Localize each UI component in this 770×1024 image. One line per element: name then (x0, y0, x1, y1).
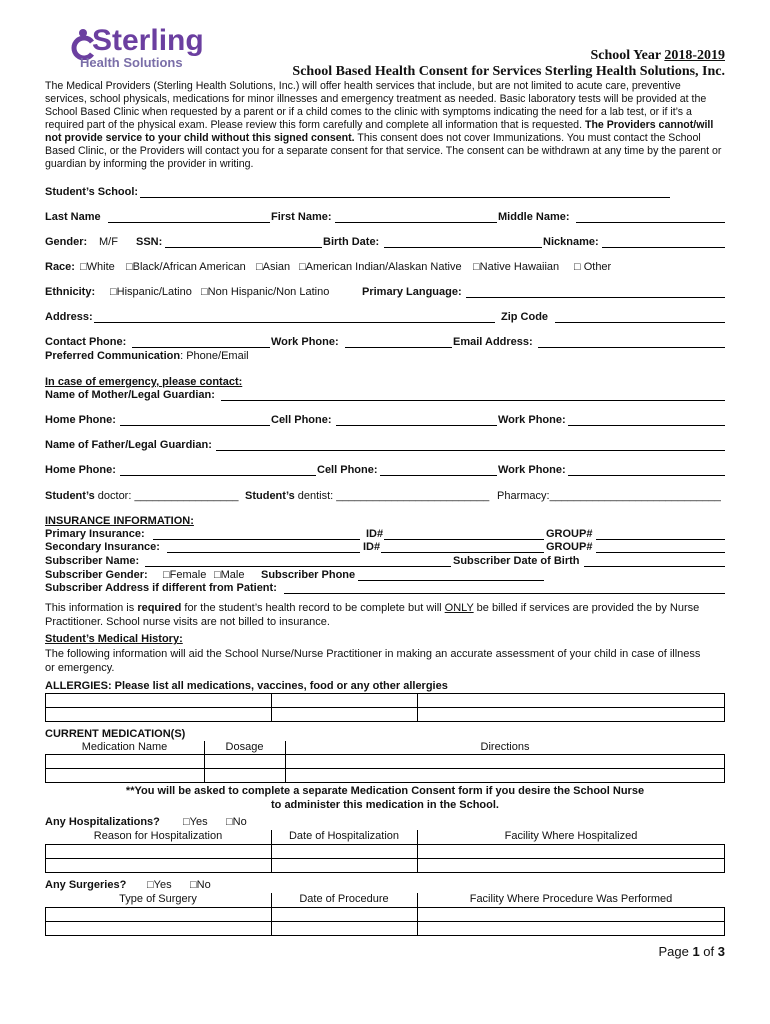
allergy-cell[interactable] (46, 694, 272, 708)
cell-phone-3-label: Cell Phone: (317, 464, 378, 476)
cell-phone-label: Cell Phone: (271, 414, 332, 426)
surgery-cell[interactable] (271, 907, 417, 921)
race-other[interactable]: □ Other (574, 261, 612, 273)
medications-table (45, 741, 725, 783)
ethnicity-hispanic[interactable]: □Hispanic/Latino (110, 286, 192, 298)
home-phone-3-field[interactable] (120, 475, 316, 476)
subscriber-name-field[interactable] (145, 566, 451, 567)
hospitalizations-label: Any Hospitalizations? (45, 816, 160, 828)
column-header: Directions (285, 741, 725, 754)
group-1-label: GROUP# (546, 528, 593, 540)
zip-field[interactable] (555, 322, 725, 323)
ssn-field[interactable] (165, 247, 322, 248)
medication-cell[interactable] (285, 768, 725, 782)
hospitalizations-no[interactable]: □No (226, 816, 247, 828)
middle-name-label: Middle Name: (498, 211, 570, 223)
student-doctor[interactable]: Student’s doctor: _________________ (45, 490, 239, 502)
email-label: Email Address: (453, 336, 533, 348)
student-dentist[interactable]: Student’s dentist: _________________________ (245, 490, 490, 502)
email-field[interactable] (538, 347, 725, 348)
first-name-label: First Name: (271, 211, 332, 223)
secondary-insurance-label: Secondary Insurance: (45, 541, 160, 553)
subscriber-name-label: Subscriber Name: (45, 555, 140, 567)
subscriber-gender-male[interactable]: □Male (214, 569, 245, 581)
group-1-field[interactable] (596, 539, 725, 540)
home-phone-3-label: Home Phone: (45, 464, 116, 476)
subscriber-address-field[interactable] (284, 593, 725, 594)
current-medications-label: CURRENT MEDICATION(S) (45, 728, 186, 740)
race-black[interactable]: □Black/African American (126, 261, 246, 273)
home-phone-field[interactable] (120, 425, 270, 426)
table-row (46, 844, 725, 858)
first-name-field[interactable] (335, 222, 497, 223)
zip-label: Zip Code (501, 311, 549, 323)
logo (70, 26, 220, 74)
secondary-insurance-field[interactable] (167, 552, 360, 553)
primary-insurance-field[interactable] (153, 539, 360, 540)
column-header: Facility Where Procedure Was Performed (417, 893, 725, 907)
surgery-cell[interactable] (417, 907, 725, 921)
column-header: Type of Surgery (46, 893, 272, 907)
hospitalization-cell[interactable] (46, 844, 272, 858)
hospitalization-cell[interactable] (46, 858, 272, 872)
hospitalizations-yes[interactable]: □Yes (183, 816, 208, 828)
allergy-cell[interactable] (272, 708, 418, 722)
subscriber-phone-label: Subscriber Phone (261, 569, 356, 581)
surgeries-no[interactable]: □No (190, 879, 211, 891)
cell-phone-field[interactable] (336, 425, 497, 426)
surgery-cell[interactable] (271, 921, 417, 935)
race-white[interactable]: □White (80, 261, 115, 273)
table-row (46, 893, 725, 907)
table-row (46, 754, 725, 768)
subscriber-gender-label: Subscriber Gender: (45, 569, 148, 581)
race-native-hawaiian[interactable]: □Native Hawaiian (473, 261, 560, 273)
cell-phone-3-field[interactable] (380, 475, 497, 476)
hospitalization-cell[interactable] (417, 844, 725, 858)
logo-subtitle: Health Solutions (80, 55, 183, 70)
subscriber-phone-field[interactable] (358, 580, 544, 581)
work-phone-label: Work Phone: (271, 336, 339, 348)
surgery-cell[interactable] (46, 907, 272, 921)
table-row (46, 921, 725, 935)
surgeries-yes[interactable]: □Yes (147, 879, 172, 891)
primary-language-field[interactable] (466, 297, 725, 298)
gender-label: Gender: (45, 236, 88, 248)
column-header: Date of Hospitalization (271, 830, 417, 844)
id-1-label: ID# (366, 528, 384, 540)
surgeries-table (45, 893, 725, 936)
last-name-field[interactable] (108, 222, 270, 223)
last-name-label: Last Name (45, 211, 101, 223)
work-phone-2-label: Work Phone: (498, 414, 566, 426)
surgery-cell[interactable] (417, 921, 725, 935)
page-number: Page 1 of 3 (658, 944, 725, 959)
father-field[interactable] (216, 450, 725, 451)
subscriber-address-label: Subscriber Address if different from Patient: (45, 582, 277, 594)
home-phone-label: Home Phone: (45, 414, 116, 426)
logo-name: Sterling (92, 24, 204, 57)
hospitalization-cell[interactable] (417, 858, 725, 872)
medication-cell[interactable] (204, 768, 285, 782)
column-header: Facility Where Hospitalized (417, 830, 725, 844)
emergency-heading: In case of emergency, please contact: (45, 376, 243, 388)
birth-date-label: Birth Date: (323, 236, 380, 248)
medication-cell[interactable] (46, 754, 205, 768)
primary-insurance-label: Primary Insurance: (45, 528, 145, 540)
medication-cell[interactable] (285, 754, 725, 768)
medication-cell[interactable] (46, 768, 205, 782)
middle-name-field[interactable] (576, 222, 725, 223)
race-asian[interactable]: □Asian (256, 261, 291, 273)
contact-phone-label: Contact Phone: (45, 336, 127, 348)
gender-options[interactable]: M/F (99, 236, 118, 248)
race-label: Race: (45, 261, 75, 273)
allergy-cell[interactable] (272, 694, 418, 708)
father-label: Name of Father/Legal Guardian: (45, 439, 212, 451)
id-2-label: ID# (363, 541, 381, 553)
column-header: Reason for Hospitalization (46, 830, 272, 844)
hospitalization-cell[interactable] (271, 858, 417, 872)
page-title: School Based Health Consent for Services Sterling Health Solutions, Inc. (292, 64, 725, 79)
table-row (46, 907, 725, 921)
surgery-cell[interactable] (46, 921, 272, 935)
contact-phone-field[interactable] (132, 347, 270, 348)
address-field[interactable] (94, 322, 495, 323)
address-label: Address: (45, 311, 93, 323)
work-phone-3-label: Work Phone: (498, 464, 566, 476)
group-2-label: GROUP# (546, 541, 593, 553)
group-2-field[interactable] (596, 552, 725, 553)
subscriber-gender-female[interactable]: □Female (163, 569, 207, 581)
school-year: School Year 2018-2019 (590, 48, 725, 63)
hospitalizations-table (45, 830, 725, 873)
medical-history-text: The following information will aid the School Nurse/Nurse Practitioner in making an accurate assessment of your child in case of illness or emergency. (45, 648, 701, 674)
id-2-field[interactable] (381, 552, 544, 553)
work-phone-3-field[interactable] (568, 475, 725, 476)
work-phone-field[interactable] (345, 347, 452, 348)
column-header: Date of Procedure (271, 893, 417, 907)
nickname-label: Nickname: (543, 236, 599, 248)
ethnicity-non-hispanic[interactable]: □Non Hispanic/Non Latino (201, 286, 330, 298)
table-row (46, 694, 725, 708)
mother-field[interactable] (221, 400, 725, 401)
allergy-cell[interactable] (418, 694, 725, 708)
subscriber-dob-field[interactable] (584, 566, 725, 567)
table-row (46, 830, 725, 844)
pharmacy[interactable]: Pharmacy:____________________________ (497, 490, 721, 502)
column-header: Medication Name (46, 741, 205, 754)
nickname-field[interactable] (602, 247, 725, 248)
hospitalization-cell[interactable] (271, 844, 417, 858)
column-header: Dosage (204, 741, 285, 754)
id-1-field[interactable] (384, 539, 544, 540)
table-row (46, 858, 725, 872)
school-field[interactable] (140, 197, 670, 198)
table-row (46, 708, 725, 722)
preferred-communication: Preferred Communication: Phone/Email (45, 350, 249, 362)
allergy-cell[interactable] (46, 708, 272, 722)
allergies-label: ALLERGIES: Please list all medications, vaccines, food or any other allergies (45, 680, 448, 692)
surgeries-label: Any Surgeries? (45, 879, 127, 891)
race-american-indian[interactable]: □American Indian/Alaskan Native (299, 261, 462, 273)
medication-note: **You will be asked to complete a separate Medication Consent form if you desire the School Nurse to administer this medication in the School. (125, 785, 645, 811)
insurance-heading: INSURANCE INFORMATION: (45, 515, 194, 527)
mother-label: Name of Mother/Legal Guardian: (45, 389, 215, 401)
medical-history-heading: Student’s Medical History: (45, 633, 183, 645)
school-label: Student’s School: (45, 186, 139, 198)
table-row (46, 768, 725, 782)
allergy-cell[interactable] (418, 708, 725, 722)
subscriber-dob-label: Subscriber Date of Birth (453, 555, 580, 567)
allergies-table (45, 693, 725, 722)
ethnicity-label: Ethnicity: (45, 286, 96, 298)
work-phone-2-field[interactable] (568, 425, 725, 426)
intro-paragraph: The Medical Providers (Sterling Health Solutions, Inc.) will offer health services that include, but are not limited to acute care, preventive services, school physicals, medications for minor illnesses and emergency treatment as needed. Basic laboratory tests will be provided at the School Based Clinic when requested by a parent or if a child comes to the clinic with symptoms indicating the need for a lab test, or if it’s a required part of the physical exam. Please review this form carefully and complete all information that is requested. The Providers cannot/will not provide service to your child without this signed consent. This consent does not cover Immunizations. You must contact the School Based Clinic, or the Providers will contact you for a separate consent for that service. The consent can be withdrawn at any time by the parent or guardian by informing the provider in writing. (45, 80, 722, 170)
medication-cell[interactable] (204, 754, 285, 768)
table-row (46, 741, 725, 754)
ssn-label: SSN: (136, 236, 163, 248)
primary-language-label: Primary Language: (362, 286, 462, 298)
birth-date-field[interactable] (384, 247, 542, 248)
insurance-note: This information is required for the student’s health record to be complete but will ONLY be billed if services are provided the by Nurse Practitioner. School nurse visits are not billed to insurance. (45, 602, 700, 628)
